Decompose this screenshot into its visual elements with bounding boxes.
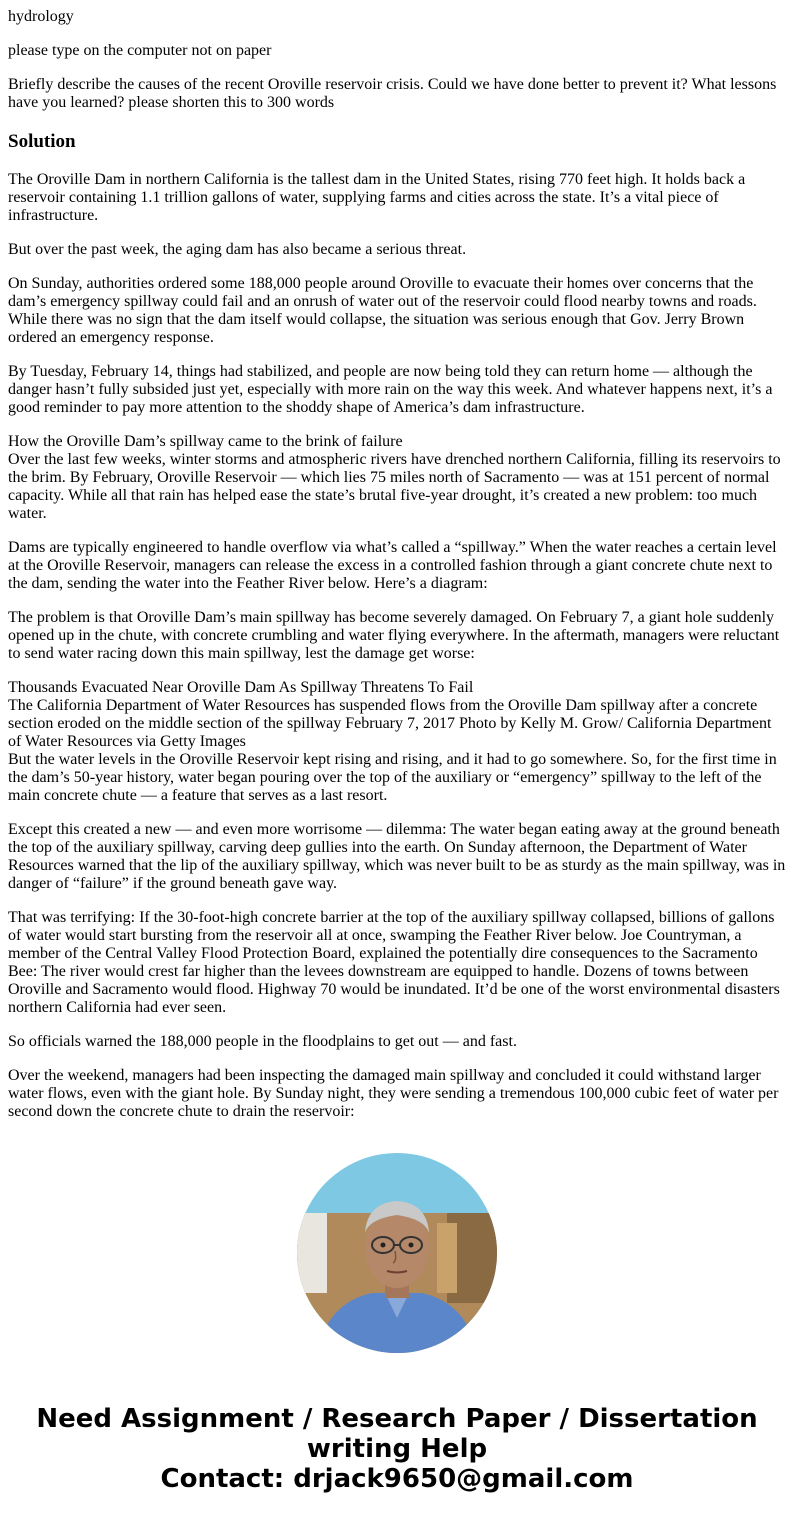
photo-title: Thousands Evacuated Near Oroville Dam As Spillway Threatens To Fail [8,679,474,696]
terrifying-paragraph: That was terrifying: If the 30-foot-high concrete barrier at the top of the auxiliary spillway collapsed, billions of gallons of water would start bursting from the reservoir all at once, swamping the Feather River below. Joe Countryman, a member of the Central Valley Flood Protection Board, explained the potentially dire consequences to the Sacramento Bee: The river would crest far higher than the levees downstream are equipped to handle. Dozens of towns between Oroville and Sacramento would flood. Highway 70 would be inundated. It’d be one of the worst environmental disasters northern California had ever seen. [8,909,780,1016]
instruction-text: please type on the computer not on paper [8,42,272,59]
dilemma-paragraph: Except this created a new — and even more worrisome — dilemma: The water began eating away at the ground beneath the top of the auxiliary spillway, carving deep gullies into the earth. On Sunday afternoon, the Department of Water Resources warned that the lip of the auxiliary spillway, which was never built to be as sturdy as the main spillway, was in danger of “failure” if the ground beneath gave way. [8,821,786,892]
spillway-paragraph: Dams are typically engineered to handle overflow via what’s called a “spillway.” When the water reaches a certain level at the Oroville Reservoir, managers can release the excess in a controlled fashion through a giant concrete chute next to the dam, sending the water into the Feather River below. Here’s a diagram: [8,539,777,592]
promo-line-2: writing Help [306,1434,488,1464]
rising-paragraph: But the water levels in the Oroville Reservoir kept rising and rising, and it had to go somewhere. So, for the first time in the dam’s 50-year history, water began pouring over the top of the auxiliary or “emergency” spillway to the left of the main concrete chute — a feature that serves as a last resort. [8,751,777,804]
promo-contact: Contact: drjack9650@gmail.com [160,1464,634,1494]
evacuation-paragraph: On Sunday, authorities ordered some 188,000 people around Oroville to evacuate their homes over concerns that the dam’s emergency spillway could fail and an onrush of water out of the reservoir could flood nearby towns and roads. While there was no sign that the dam itself would collapse, the situation was serious enough that Gov. Jerry Brown ordered an emergency response. [8,275,757,346]
solution-heading: Solution [8,131,76,152]
question-text: Briefly describe the causes of the recent Oroville reservoir crisis. Could we have done better to prevent it? What lessons have you learned? please shorten this to 300 words [8,76,777,111]
spillway-section [8,433,786,523]
author-avatar [297,1153,497,1353]
promo-line-1: Need Assignment / Research Paper / Dissertation [36,1404,758,1434]
photo-caption-block [8,679,786,805]
stabilized-paragraph: By Tuesday, February 14, things had stabilized, and people are now being told they can return home — although the danger hasn’t fully subsided just yet, especially with more rain on the way this week. And whatever happens next, it’s a good reminder to pay more attention to the shoddy shape of America’s dam infrastructure. [8,363,773,416]
avatar-photo-icon [297,1153,497,1353]
damage-paragraph: The problem is that Oroville Dam’s main spillway has become severely damaged. On February 7, a giant hole suddenly opened up in the chute, with concrete crumbling and water flying everywhere. In the aftermath, managers were reluctant to send water racing down this main spillway, lest the damage get worse: [8,609,780,662]
weekend-paragraph: Over the weekend, managers had been inspecting the damaged main spillway and concluded it could withstand larger water flows, even with the giant hole. By Sunday night, they were sending a tremendous 100,000 cubic feet of water per second down the concrete chute to drain the reservoir: [8,1067,779,1120]
subject-label: hydrology [8,8,74,25]
warned-paragraph: So officials warned the 188,000 people in the floodplains to get out — and fast. [8,1033,517,1050]
intro-paragraph: The Oroville Dam in northern California is the tallest dam in the United States, rising 770 feet high. It holds back a reservoir containing 1.1 trillion gallons of water, supplying farms and cities across the state. It’s a vital piece of infrastructure. [8,171,746,224]
section-paragraph: Over the last few weeks, winter storms and atmospheric rivers have drenched northern California, filling its reservoirs to the brim. By February, Oroville Reservoir — which lies 75 miles north of Sacramento — was at 151 percent of normal capacity. While all that rain has helped ease the state’s brutal five-year drought, it’s created a new problem: too much water. [8,451,781,522]
promo-banner [0,1404,794,1494]
threat-paragraph: But over the past week, the aging dam has also became a serious threat. [8,241,467,258]
section-heading: How the Oroville Dam’s spillway came to the brink of failure [8,433,403,450]
photo-caption: The California Department of Water Resources has suspended flows from the Oroville Dam spillway after a concrete section eroded on the middle section of the spillway February 7, 2017 Photo by Kelly M. Grow/ California Department of Water Resources via Getty Images [8,697,772,750]
